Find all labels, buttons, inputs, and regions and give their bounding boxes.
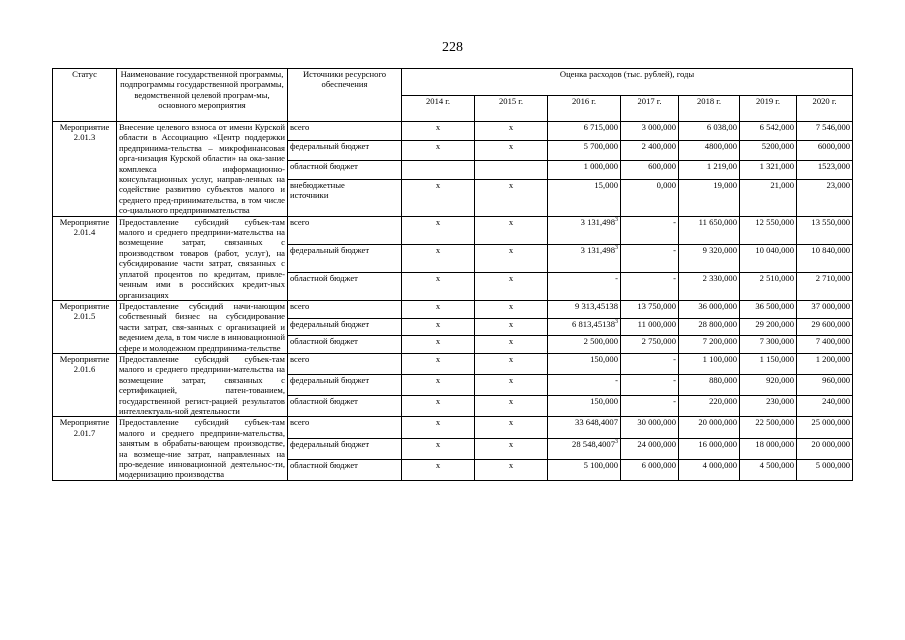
measure-status: Мероприятие 2.01.6 [53, 353, 117, 416]
expense-value [679, 272, 740, 300]
expense-value-text: х [435, 459, 441, 470]
expense-value-text: 1 321,000 [759, 160, 794, 171]
funding-source: внебюджетные источники [288, 179, 402, 216]
funding-source: областной бюджет [288, 272, 402, 300]
expense-value-text: 10 840,000 [811, 244, 851, 255]
expense-value [621, 179, 679, 216]
expense-value-text: х [508, 375, 514, 386]
funding-source: областной бюджет [288, 396, 402, 417]
expense-value [679, 375, 740, 396]
expense-value [475, 216, 548, 244]
expense-value-text: - [673, 244, 676, 255]
funding-source: областной бюджет [288, 459, 402, 480]
funding-source: федеральный бюджет [288, 438, 402, 459]
budget-table [52, 68, 853, 481]
expense-value-text: х [435, 318, 441, 329]
funding-source: всего [288, 353, 402, 374]
expense-value [797, 336, 853, 354]
expense-value-text: 6 000,000 [641, 459, 676, 470]
expense-value [548, 459, 621, 480]
expense-value-text: х [435, 417, 441, 428]
expense-value-text: 4 000,000 [702, 459, 737, 470]
expense-value-text: 29 200,000 [755, 318, 794, 329]
expense-value-text: 4800,000 [704, 141, 737, 152]
header-year: 2018 г. [679, 95, 740, 122]
expense-value [621, 272, 679, 300]
expense-value [548, 375, 621, 396]
measure-status: Мероприятие 2.01.7 [53, 417, 117, 480]
expense-value [548, 300, 621, 318]
expense-value-text: х [435, 141, 441, 152]
header-expenses: Оценка расходов (тыс. рублей), годы [402, 69, 853, 96]
expense-value-text: 240,000 [822, 396, 851, 407]
expense-value [475, 318, 548, 336]
measure-name: Внесение целевого взноса от имени Курской области в Ассоциацию «Центр поддержки предпринима-тельства – микрофинансовая орга-низация Курской области» на ока-зание комплекса информационно-консультационных услуг, направ-ленных на содействие развитию субъектов малого и среднего пред-принимательства, в том числе со-циального предпринимательства [117, 122, 288, 217]
funding-source: всего [288, 417, 402, 438]
expense-value [402, 160, 475, 179]
expense-value [621, 244, 679, 272]
expense-value-text: 880,000 [709, 375, 737, 386]
expense-value [548, 122, 621, 141]
expense-value [797, 353, 853, 374]
expense-value [475, 417, 548, 438]
expense-value [740, 272, 797, 300]
expense-value [402, 141, 475, 160]
expense-value [621, 318, 679, 336]
page-number: 228 [442, 40, 463, 55]
funding-source: всего [288, 300, 402, 318]
expense-value-text: х [508, 216, 514, 227]
expense-value [679, 336, 740, 354]
expense-value [402, 459, 475, 480]
expense-value [797, 244, 853, 272]
funding-source: федеральный бюджет [288, 318, 402, 336]
expense-value [797, 318, 853, 336]
expense-value-text: 920,000 [766, 375, 794, 386]
expense-value [740, 438, 797, 459]
measure-status: Мероприятие 2.01.5 [53, 300, 117, 353]
header-year: 2016 г. [548, 95, 621, 122]
table-row [53, 300, 853, 318]
expense-value-text: х [435, 438, 441, 449]
expense-value [548, 438, 621, 459]
expense-value-text: 960,000 [822, 375, 851, 386]
expense-value [797, 272, 853, 300]
expense-value-text: 6 715,000 [583, 122, 618, 132]
expense-value-text: х [508, 459, 514, 470]
expense-value-text: 2 500,000 [583, 336, 618, 347]
expense-value [548, 141, 621, 160]
expense-value [679, 417, 740, 438]
expense-value-text: 5 700,000 [583, 141, 618, 152]
expense-value [679, 141, 740, 160]
expense-value [621, 160, 679, 179]
expense-value-text: 16 000,000 [698, 438, 737, 449]
header-year: 2019 г. [740, 95, 797, 122]
expense-value-text: х [435, 216, 441, 227]
expense-value [475, 459, 548, 480]
expense-value-text: - [673, 375, 676, 386]
expense-value [621, 438, 679, 459]
expense-value [621, 375, 679, 396]
expense-value-text: 2 750,000 [641, 336, 676, 347]
expense-value [475, 300, 548, 318]
expense-value-text: х [435, 244, 441, 255]
expense-value-text: 150,000 [590, 396, 618, 407]
expense-value-text: 20 000,000 [698, 417, 737, 428]
expense-value [475, 336, 548, 354]
expense-value [402, 244, 475, 272]
expense-value-text: х [508, 141, 514, 152]
expense-value-text: х [508, 244, 514, 255]
expense-value [797, 459, 853, 480]
expense-value-text: 6 813,45138 [572, 318, 615, 329]
expense-value [621, 141, 679, 160]
expense-value-text: 36 000,000 [698, 300, 737, 311]
expense-value [621, 336, 679, 354]
header-name: Наименование государственной программы, подпрограммы государственной программы, ведомственной целевой програм-мы, основного мероприятия [117, 69, 288, 122]
expense-value [475, 396, 548, 417]
expense-value [548, 353, 621, 374]
expense-value [740, 459, 797, 480]
expense-value-text: 7 400,000 [815, 336, 851, 347]
expense-value [548, 417, 621, 438]
expense-value [740, 122, 797, 141]
expense-value-text: 11 650,000 [698, 216, 737, 227]
expense-value [621, 353, 679, 374]
footnote-marker: 3 [615, 244, 618, 251]
expense-value-text: 5 000,000 [815, 459, 851, 470]
expense-value-text: 12 550,000 [755, 216, 794, 227]
expense-value-text: - [673, 216, 676, 227]
expense-value [402, 272, 475, 300]
expense-value [475, 272, 548, 300]
expense-value [797, 417, 853, 438]
expense-value-text: - [615, 272, 618, 283]
expense-value-text: х [435, 336, 441, 347]
expense-value-text: 220,000 [709, 396, 737, 407]
expense-value [475, 438, 548, 459]
expense-value-text: 36 500,000 [755, 300, 794, 311]
footnote-marker: 3 [615, 438, 618, 445]
expense-value-text: 6000,000 [817, 141, 851, 152]
expense-value [740, 396, 797, 417]
measure-name: Предоставление субсидий субъек-там малого и среднего предприни-мательства на возмещение затрат, связанных с сертификацией, патен-тованием, государственной регист-рацией результатов интеллектуаль-ной деятельности [117, 353, 288, 416]
expense-value-text: 6 542,000 [759, 122, 794, 132]
expense-value [475, 375, 548, 396]
expense-value [740, 336, 797, 354]
header-year: 2020 г. [797, 95, 853, 122]
expense-value [402, 417, 475, 438]
expense-value-text: х [435, 353, 441, 364]
expense-value [797, 122, 853, 141]
expense-value-text: х [508, 336, 514, 347]
expense-value [797, 438, 853, 459]
expense-value [621, 216, 679, 244]
expense-value-text: 25 000,000 [811, 417, 851, 428]
expense-value [797, 375, 853, 396]
expense-value-text: 7 200,000 [702, 336, 737, 347]
expense-value [679, 318, 740, 336]
expense-value-text: 2 510,000 [759, 272, 794, 283]
expense-value [402, 336, 475, 354]
expense-value [740, 318, 797, 336]
expense-value [475, 179, 548, 216]
expense-value [740, 244, 797, 272]
header-year: 2017 г. [621, 95, 679, 122]
expense-value-text: 9 313,45138 [575, 300, 618, 311]
expense-value [797, 160, 853, 179]
expense-value-text: 24 000,000 [637, 438, 676, 449]
expense-value [548, 244, 621, 272]
expense-value [797, 216, 853, 244]
expense-value [740, 375, 797, 396]
expense-value [797, 300, 853, 318]
funding-source: федеральный бюджет [288, 244, 402, 272]
expense-value-text: 9 320,000 [702, 244, 737, 255]
expense-value-text: 0,000 [656, 179, 676, 190]
measure-name: Предоставление субсидий начи-нающим собственный бизнес на субсидирование части затрат, свя-занных с организацией и ведением дела, в том числе в инновационной сфере и молодежном предпринима-тельстве [117, 300, 288, 353]
expense-value-text: 1 000,000 [583, 160, 618, 171]
expense-value-text: 5200,000 [761, 141, 794, 152]
expense-value-text: х [435, 396, 441, 407]
expense-value [621, 300, 679, 318]
table-row [53, 122, 853, 141]
expense-value-text: - [673, 353, 676, 364]
expense-value [740, 417, 797, 438]
expense-value [402, 179, 475, 216]
expense-value-text: 7 300,000 [759, 336, 794, 347]
expense-value-text: х [508, 122, 514, 132]
expense-value-text: 600,000 [648, 160, 676, 171]
expense-value [402, 396, 475, 417]
expense-value [402, 375, 475, 396]
header-year: 2014 г. [402, 95, 475, 122]
expense-value [740, 179, 797, 216]
expense-value [475, 244, 548, 272]
expense-value [621, 417, 679, 438]
expense-value-text: 1 150,000 [759, 353, 794, 364]
expense-value-text: - [673, 272, 676, 283]
expense-value [740, 141, 797, 160]
measure-name: Предоставление субсидий субъек-там малого и среднего предприни-мательства на возмещение затрат, связанных с производством товаров (работ, услуг), на субсидирование части затрат, связанных с уплатой процентов по кредитам, привле-ченным ими в российских кредит-ных организациях [117, 216, 288, 300]
expense-value-text: 37 000,000 [811, 300, 851, 311]
expense-value-text: 230,000 [766, 396, 794, 407]
expense-value-text: х [508, 417, 514, 428]
header-year: 2015 г. [475, 95, 548, 122]
funding-source: областной бюджет [288, 336, 402, 354]
table-row [53, 417, 853, 438]
funding-source: федеральный бюджет [288, 375, 402, 396]
expense-value-text: х [508, 179, 514, 190]
funding-source: федеральный бюджет [288, 141, 402, 160]
expense-value-text: 18 000,000 [755, 438, 794, 449]
expense-value-text: 13 550,000 [811, 216, 851, 227]
expense-value-text: 1 200,000 [815, 353, 851, 364]
funding-source: областной бюджет [288, 160, 402, 179]
expense-value-text: х [435, 272, 441, 283]
expense-value-text: х [435, 179, 441, 190]
expense-value-text: 3 131,498 [580, 244, 615, 255]
expense-value-text: 1523,000 [817, 160, 851, 171]
expense-value-text: 1 219,00 [706, 160, 737, 171]
expense-value-text: 30 000,000 [637, 417, 676, 428]
expense-value-text: х [508, 438, 514, 449]
expense-value [679, 160, 740, 179]
measure-name: Предоставление субсидий субъек-там малого и среднего предприни-мательства, занятым в обрабаты-вающем производстве, на возмеще-ние затрат, направленных на про-ведение инновационной деятельнос-ти, модернизацию производства [117, 417, 288, 480]
expense-value-text: 19,000 [713, 179, 737, 190]
expense-value-text: х [435, 300, 441, 311]
expense-value [797, 396, 853, 417]
expense-value-text: 3 000,000 [641, 122, 676, 132]
expense-value-text: 2 710,000 [815, 272, 851, 283]
header-status: Статус [53, 69, 117, 122]
expense-value-text: 21,000 [770, 179, 794, 190]
expense-value-text: 28 548,4007 [572, 438, 615, 449]
funding-source: всего [288, 122, 402, 141]
table-row [53, 216, 853, 244]
expense-value [740, 216, 797, 244]
expense-value-text: 4 500,000 [759, 459, 794, 470]
expense-value-text: 33 648,4007 [575, 417, 618, 428]
expense-value [402, 122, 475, 141]
expense-value [679, 353, 740, 374]
measure-status: Мероприятие 2.01.3 [53, 122, 117, 217]
expense-value [679, 179, 740, 216]
expense-value-text: 150,000 [590, 353, 618, 364]
expense-value [402, 318, 475, 336]
expense-value-text: 1 100,000 [702, 353, 737, 364]
expense-value-text: х [508, 300, 514, 311]
expense-value-text: х [508, 396, 514, 407]
expense-value-text: 28 800,000 [698, 318, 737, 329]
expense-value-text: 3 131,498 [580, 216, 615, 227]
expense-value [621, 396, 679, 417]
expense-value [740, 353, 797, 374]
expense-value [402, 216, 475, 244]
footnote-marker: 3 [615, 216, 618, 223]
expense-value [621, 459, 679, 480]
expense-value-text: х [508, 353, 514, 364]
expense-value [679, 300, 740, 318]
expense-value-text: х [435, 122, 441, 132]
expense-value-text: 10 040,000 [755, 244, 794, 255]
expense-value [548, 160, 621, 179]
expense-value [679, 459, 740, 480]
expense-value [548, 272, 621, 300]
expense-value [548, 318, 621, 336]
expense-value [475, 160, 548, 179]
expense-value-text: 7 546,000 [815, 122, 851, 132]
expense-value-text: 20 000,000 [811, 438, 851, 449]
expense-value [740, 160, 797, 179]
expense-value [548, 216, 621, 244]
expense-value [679, 216, 740, 244]
expense-value-text: 29 600,000 [811, 318, 851, 329]
expense-value-text: 11 000,000 [637, 318, 676, 329]
expense-value-text: - [615, 375, 618, 386]
expense-value-text: 13 750,000 [637, 300, 676, 311]
expense-value-text: 23,000 [826, 179, 851, 190]
expense-value-text: - [673, 396, 676, 407]
table-header [53, 69, 853, 122]
expense-value-text: 6 038,00 [706, 122, 737, 132]
expense-value [475, 122, 548, 141]
expense-value-text: 5 100,000 [583, 459, 618, 470]
expense-value [475, 141, 548, 160]
expense-value [475, 353, 548, 374]
expense-value [797, 141, 853, 160]
expense-value [402, 300, 475, 318]
expense-value [679, 438, 740, 459]
expense-value [402, 353, 475, 374]
expense-value [679, 122, 740, 141]
footnote-marker: 3 [615, 318, 618, 325]
expense-value [679, 396, 740, 417]
table-row [53, 353, 853, 374]
expense-value [402, 438, 475, 459]
expense-value [548, 336, 621, 354]
expense-value [548, 179, 621, 216]
expense-value [548, 396, 621, 417]
expense-value-text: 22 500,000 [755, 417, 794, 428]
expense-value-text: х [508, 318, 514, 329]
expense-value [740, 300, 797, 318]
expense-value-text: 2 330,000 [702, 272, 737, 283]
funding-source: всего [288, 216, 402, 244]
expense-value [679, 244, 740, 272]
expense-value [797, 179, 853, 216]
expense-value-text: 2 400,000 [641, 141, 676, 152]
expense-value-text: 15,000 [594, 179, 618, 190]
expense-value [621, 122, 679, 141]
header-sources: Источники ресурсного обеспечения [288, 69, 402, 122]
expense-value-text: х [435, 375, 441, 386]
measure-status: Мероприятие 2.01.4 [53, 216, 117, 300]
expense-value-text: х [508, 272, 514, 283]
